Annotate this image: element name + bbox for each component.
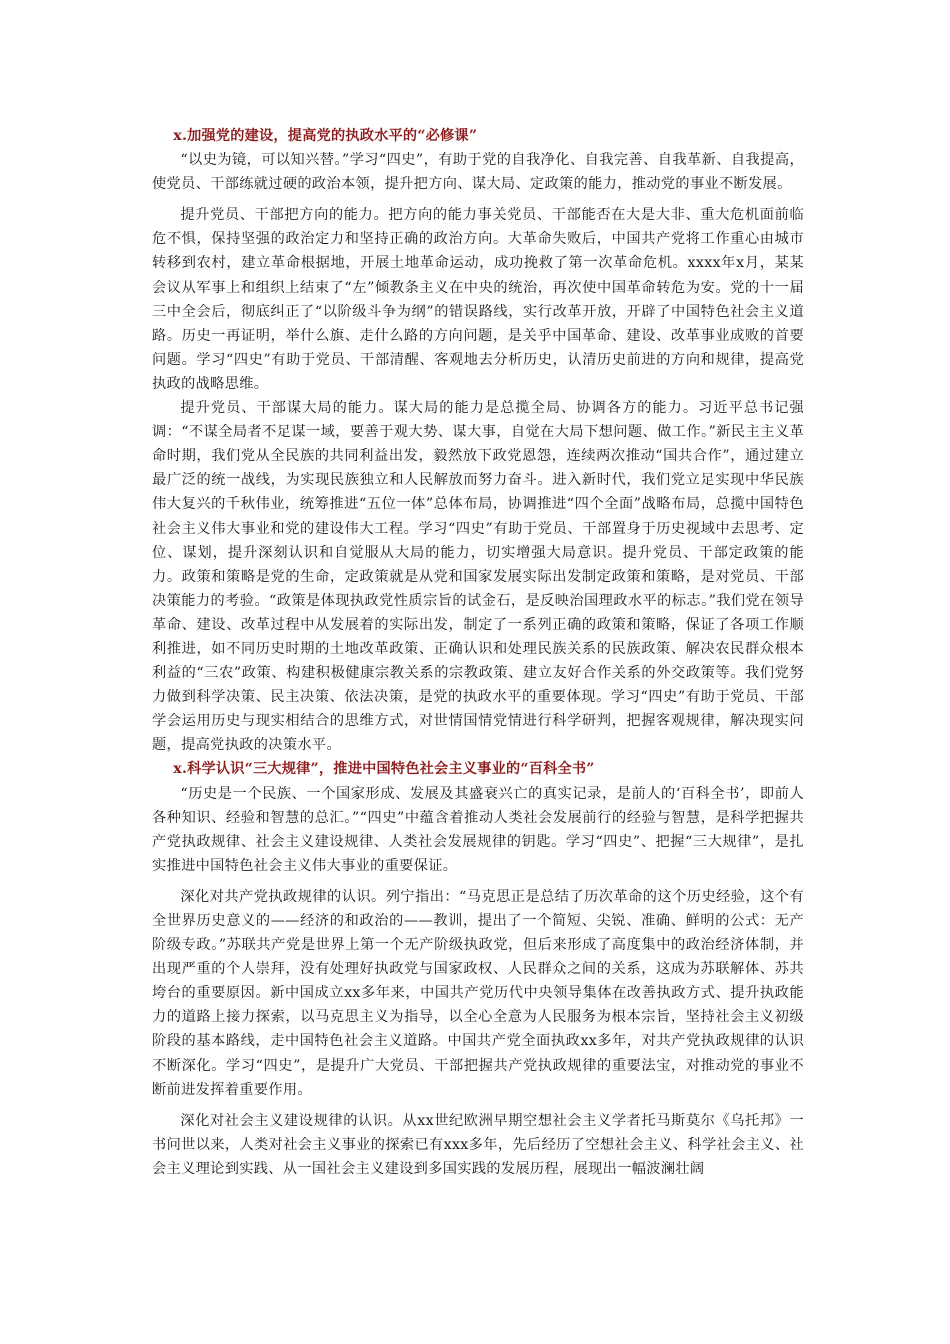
paragraph-intro-2: “历史是一个民族、一个国家形成、发展及其盛衰兴亡的真实记录，是前人的‘百科全书’，即前人各种知识、经验和智慧的总汇。”“四史”中蕴含着推动人类社会发展前行的经验与智慧，是科学把握共产党执政规律、社会主义建设规律、人类社会发展规律的钥匙。学习“四史”、把握“三大规律”，是扎实推进中国特色社会主义伟大事业的重要保证。 xyxy=(152,785,804,874)
paragraph-direction: 提升党员、干部把方向的能力。把方向的能力事关党员、干部能否在大是大非、重大危机面前临危不惧，保持坚强的政治定力和坚持正确的政治方向。大革命失败后，中国共产党将工作重心由城市转移到农村，建立革命根据地，开展土地革命运动，成功挽救了第一次革命危机。xxxx年x月，某某会议从军事上和组织上结束了“左”倾教条主义在中央的统治，再次使中国革命转危为安。党的十一届三中全会后，彻底纠正了“以阶级斗争为纲”的错误路线，实行改革开放，开辟了中国特色社会主义道路。历史一再证明，举什么旗、走什么路的方向问题，是关乎中国革命、建设、改革事业成败的首要问题。学习“四史”有助于党员、干部清醒、客观地去分析历史，认清历史前进的方向和规律，提高党执政的战略思维。 xyxy=(152,207,804,392)
paragraph-socialism-law: 深化对社会主义建设规律的认识。从xx世纪欧洲早期空想社会主义学者托马斯莫尔《乌托邦》一书问世以来，人类对社会主义事业的探索已有xxx多年，先后经历了空想社会主义、科学社会主义、社会主义理论到实践、从一国社会主义建设到多国实践的发展历程，展现出一幅波澜壮阔 xyxy=(152,1112,804,1177)
section-heading-2: x.科学认识“三大规律”，推进中国特色社会主义事业的“百科全书” xyxy=(173,761,595,778)
section-heading-1: x.加强党的建设，提高党的执政水平的“必修课” xyxy=(173,128,478,144)
paragraph-intro-1: “以史为镜，可以知兴替。”学习“四史”，有助于党的自我净化、自我完善、自我革新、自我提高，使党员、干部练就过硬的政治本领，提升把方向、谋大局、定政策的能力，推动党的事业不断发展。 xyxy=(152,152,804,193)
paragraph-overall-situation: 提升党员、干部谋大局的能力。谋大局的能力是总揽全局、协调各方的能力。习近平总书记强调：“不谋全局者不足谋一域，要善于观大势、谋大事，自觉在大局下想问题、做工作。”新民主主义革命时期，我们党从全民族的共同利益出发，毅然放下政党恩怨，连续两次推动“国共合作”，通过建立最广泛的统一战线，为实现民族独立和人民解放而努力奋斗。进入新时代，我们党立足实现中华民族伟大复兴的千秋伟业，统筹推进“五位一体”总体布局，协调推进“四个全面”战略布局，总揽中国特色社会主义伟大事业和党的建设伟大工程。学习“四史”有助于党员、干部置身于历史视域中去思考、定位、谋划，提升深刻认识和自觉服从大局的能力，切实增强大局意识。提升党员、干部定政策的能力。政策和策略是党的生命，定政策就是从党和国家发展实际出发制定政策和策略，是对党员、干部决策能力的考验。“政策是体现执政党性质宗旨的试金石，是反映治国理政水平的标志。”我们党在领导革命、建设、改革过程中从发展着的实际出发，制定了一系列正确的政策和策略，保证了各项工作顺利推进，如不同历史时期的土地改革政策、正确认识和处理民族关系的民族政策、解决农民群众根本利益的“三农”政策、构建积极健康宗教关系的宗教政策、建立友好合作关系的外交政策等。我们党努力做到科学决策、民主决策、依法决策，是党的执政水平的重要体现。学习“四史”有助于党员、干部学会运用历史与现实相结合的思维方式，对世情国情党情进行科学研判，把握客观规律，解决现实问题，提高党执政的决策水平。 xyxy=(152,400,804,754)
document-body xyxy=(152,124,804,1181)
paragraph-governance-law: 深化对共产党执政规律的认识。列宁指出：“马克思正是总结了历次革命的这个历史经验，这个有全世界历史意义的——经济的和政治的——教训，提出了一个简短、尖锐、准确、鲜明的公式：无产阶级专政。”苏联共产党是世界上第一个无产阶级执政党，但后来形成了高度集中的政治经济体制，并出现严重的个人崇拜，没有处理好执政党与国家政权、人民群众之间的关系，这成为苏联解体、苏共垮台的重要原因。新中国成立xx多年来，中国共产党历代中央领导集体在改善执政方式、提升执政能力的道路上接力探索，以马克思主义为指导，以全心全意为人民服务为根本宗旨，坚持社会主义初级阶段的基本路线，走中国特色社会主义道路。中国共产党全面执政xx多年，对共产党执政规律的认识不断深化。学习“四史”，是提升广大党员、干部把握共产党执政规律的重要法宝，对推动党的事业不断前进发挥着重要作用。 xyxy=(152,888,804,1098)
